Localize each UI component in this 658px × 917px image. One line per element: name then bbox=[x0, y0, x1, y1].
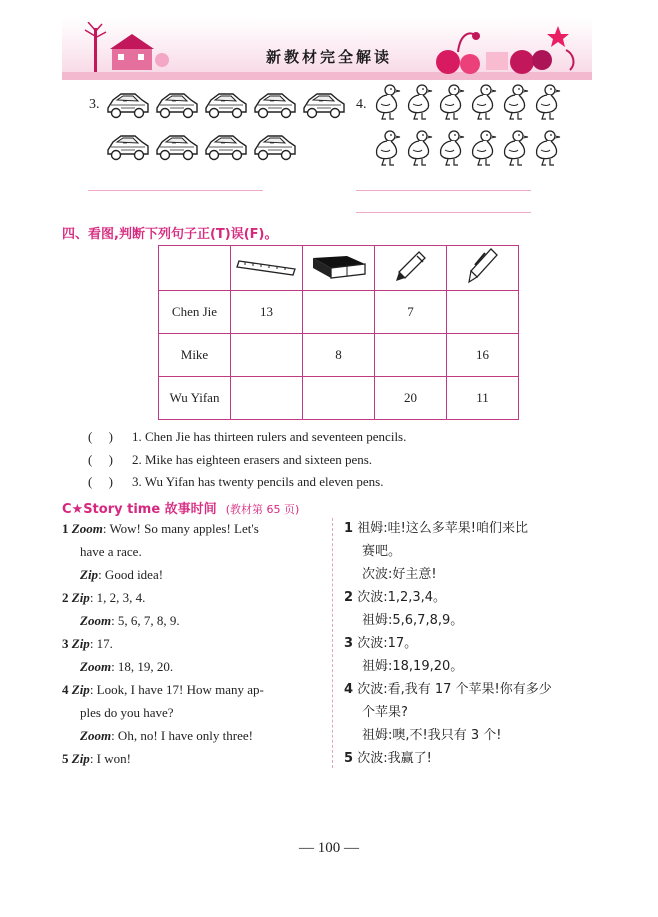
dialogue-text: 赛吧。 bbox=[362, 544, 402, 559]
car-icon bbox=[154, 130, 200, 168]
line-number: 2 bbox=[62, 590, 69, 605]
table-row bbox=[159, 291, 519, 334]
car-icon bbox=[105, 88, 151, 126]
story-line-zh bbox=[344, 517, 606, 540]
story-line-en bbox=[62, 655, 324, 678]
story-line-en bbox=[62, 724, 324, 747]
duck-icon bbox=[468, 82, 498, 126]
speaker-name: Zip bbox=[71, 590, 90, 605]
dialogue-text: ples do you have? bbox=[80, 705, 174, 720]
duck-icon bbox=[532, 82, 562, 126]
dialogue-text: 次波:17。 bbox=[357, 636, 418, 651]
ruler-column-header bbox=[231, 246, 303, 291]
answer-blank[interactable]: ( ) bbox=[88, 429, 113, 444]
car-icon bbox=[252, 130, 298, 168]
line-number: 2 bbox=[344, 590, 354, 605]
table-cell bbox=[303, 377, 375, 420]
story-line-en bbox=[62, 747, 324, 770]
story-line-zh bbox=[344, 724, 606, 747]
section-4-title: 四、看图,判断下列句子正(T)误(F)。 bbox=[62, 227, 278, 242]
ruler-icon bbox=[235, 251, 299, 281]
dialogue-text: : 18, 19, 20. bbox=[111, 659, 174, 674]
dialogue-text: : 1, 2, 3, 4. bbox=[89, 590, 146, 605]
speaker-name: Zip bbox=[71, 682, 90, 697]
dialogue-text: : 17. bbox=[89, 636, 113, 651]
statement-2 bbox=[88, 452, 372, 468]
table-cell bbox=[303, 291, 375, 334]
dialogue-text: : Oh, no! I have only three! bbox=[111, 728, 253, 743]
story-line-zh bbox=[344, 701, 606, 724]
line-number: 3 bbox=[344, 636, 354, 651]
table-cell bbox=[375, 334, 447, 377]
car-icon bbox=[301, 88, 347, 126]
table-cell: 7 bbox=[375, 291, 447, 334]
table-cell bbox=[447, 291, 519, 334]
story-line-zh bbox=[344, 747, 606, 770]
line-number: 1 bbox=[344, 521, 354, 536]
story-line-en bbox=[62, 540, 324, 563]
story-chinese-column bbox=[344, 517, 606, 770]
statement-text: 2. Mike has eighteen erasers and sixteen pens. bbox=[132, 452, 373, 467]
car-icon bbox=[154, 88, 200, 126]
story-line-en bbox=[62, 701, 324, 724]
story-time-title: C★Story time 故事时间 (教材第 65 页) bbox=[62, 502, 300, 517]
story-line-en bbox=[62, 632, 324, 655]
speaker-name: Zoom bbox=[80, 728, 112, 743]
story-line-en bbox=[62, 678, 324, 701]
dialogue-text: : 5, 6, 7, 8, 9. bbox=[111, 613, 180, 628]
duck-icon bbox=[372, 128, 402, 172]
row-name: Mike bbox=[159, 334, 231, 377]
story-line-zh bbox=[344, 655, 606, 678]
stationery-table bbox=[158, 245, 519, 420]
dialogue-text: 祖姆:哇!这么多苹果!咱们来比 bbox=[357, 521, 528, 536]
answer-blank[interactable]: ( ) bbox=[88, 452, 113, 467]
question-3-number: 3. bbox=[89, 97, 100, 112]
duck-icon bbox=[468, 128, 498, 172]
speaker-name: Zip bbox=[80, 567, 99, 582]
table-header-row bbox=[159, 246, 519, 291]
table-cell: 20 bbox=[375, 377, 447, 420]
dialogue-text: 祖姆:噢,不!我只有 3 个! bbox=[362, 728, 502, 743]
line-number: 4 bbox=[62, 682, 69, 697]
duck-icon bbox=[532, 128, 562, 172]
dialogue-text: : Wow! So many apples! Let's bbox=[102, 521, 259, 536]
row-name: Wu Yifan bbox=[159, 377, 231, 420]
line-number: 1 bbox=[62, 521, 69, 536]
pen-icon bbox=[463, 247, 503, 285]
dialogue-text: 次波:1,2,3,4。 bbox=[357, 590, 447, 605]
dialogue-text: have a race. bbox=[80, 544, 142, 559]
story-english-column bbox=[62, 517, 324, 770]
story-line-zh bbox=[344, 563, 606, 586]
duck-icon bbox=[436, 82, 466, 126]
table-cell: 16 bbox=[447, 334, 519, 377]
dialogue-text: 祖姆:5,6,7,8,9。 bbox=[362, 613, 464, 628]
page-number: — 100 — bbox=[299, 840, 359, 856]
story-line-zh bbox=[344, 678, 606, 701]
answer-line-4a bbox=[356, 190, 531, 191]
table-cell: 11 bbox=[447, 377, 519, 420]
line-number: 3 bbox=[62, 636, 69, 651]
duck-icon bbox=[372, 82, 402, 126]
story-line-zh bbox=[344, 609, 606, 632]
duck-icon bbox=[500, 82, 530, 126]
answer-line-3 bbox=[88, 190, 263, 191]
dialogue-text: : Look, I have 17! How many ap- bbox=[89, 682, 264, 697]
story-line-en bbox=[62, 609, 324, 632]
eraser-column-header bbox=[303, 246, 375, 291]
line-number: 4 bbox=[344, 682, 354, 697]
table-cell: 8 bbox=[303, 334, 375, 377]
story-line-en bbox=[62, 517, 324, 540]
dialogue-text: 次波:好主意! bbox=[362, 567, 437, 582]
pencil-column-header bbox=[375, 246, 447, 291]
car-picture-group bbox=[105, 88, 350, 168]
dialogue-text: : Good idea! bbox=[98, 567, 164, 582]
duck-icon bbox=[436, 128, 466, 172]
car-icon bbox=[203, 88, 249, 126]
duck-icon bbox=[404, 128, 434, 172]
statement-text: 3. Wu Yifan has twenty pencils and eleven pens. bbox=[132, 474, 384, 489]
speaker-name: Zoom bbox=[80, 613, 112, 628]
pencil-icon bbox=[391, 248, 431, 284]
table-cell bbox=[231, 377, 303, 420]
story-line-en bbox=[62, 563, 324, 586]
row-name: Chen Jie bbox=[159, 291, 231, 334]
duck-picture-group bbox=[372, 82, 572, 174]
dialogue-text: 次波:我赢了! bbox=[357, 751, 432, 766]
column-divider bbox=[332, 518, 333, 768]
statement-1 bbox=[88, 429, 406, 445]
answer-blank[interactable]: ( ) bbox=[88, 474, 113, 489]
textbook-reference: (教材第 65 页) bbox=[225, 503, 300, 516]
dialogue-text: : I won! bbox=[89, 751, 131, 766]
line-number: 5 bbox=[344, 751, 354, 766]
dialogue-text: 次波:看,我有 17 个苹果!你有多少 bbox=[357, 682, 552, 697]
table-cell bbox=[231, 334, 303, 377]
duck-icon bbox=[500, 128, 530, 172]
table-row bbox=[159, 377, 519, 420]
speaker-name: Zoom bbox=[80, 659, 112, 674]
table-cell: 13 bbox=[231, 291, 303, 334]
dialogue-text: 祖姆:18,19,20。 bbox=[362, 659, 464, 674]
pen-column-header bbox=[447, 246, 519, 291]
car-icon bbox=[105, 130, 151, 168]
story-line-zh bbox=[344, 632, 606, 655]
table-corner-cell bbox=[159, 246, 231, 291]
statement-3 bbox=[88, 474, 383, 490]
speaker-name: Zoom bbox=[71, 521, 103, 536]
car-icon bbox=[252, 88, 298, 126]
story-line-en bbox=[62, 586, 324, 609]
question-4-number: 4. bbox=[356, 97, 367, 112]
page-header-title: 新教材完全解读 bbox=[265, 48, 392, 66]
story-line-zh bbox=[344, 540, 606, 563]
duck-icon bbox=[404, 82, 434, 126]
answer-line-4b bbox=[356, 212, 531, 213]
line-number: 5 bbox=[62, 751, 69, 766]
story-line-zh bbox=[344, 586, 606, 609]
car-icon bbox=[203, 130, 249, 168]
eraser-icon bbox=[307, 250, 371, 282]
speaker-name: Zip bbox=[71, 751, 90, 766]
table-row bbox=[159, 334, 519, 377]
dialogue-text: 个苹果? bbox=[362, 705, 408, 720]
speaker-name: Zip bbox=[71, 636, 90, 651]
statement-text: 1. Chen Jie has thirteen rulers and seventeen pencils. bbox=[132, 429, 407, 444]
